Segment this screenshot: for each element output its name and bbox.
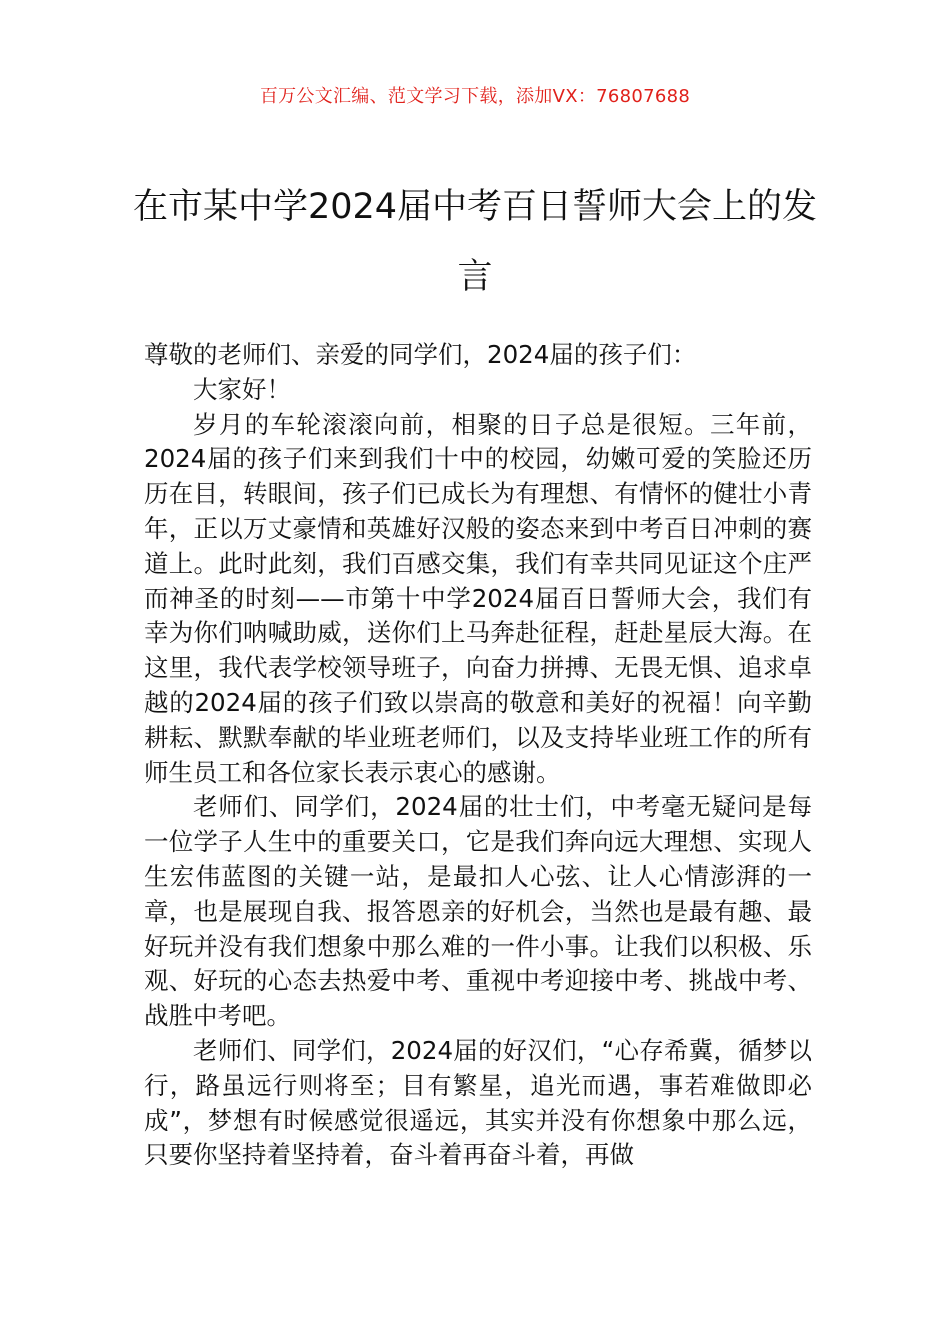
document-title: 在市某中学2024届中考百日誓师大会上的发言: [132, 187, 818, 297]
paragraph-greeting: 大家好！: [193, 374, 291, 404]
paragraph-2: 老师们、同学们，2024届的壮士们，中考毫无疑问是每一位学子人生中的重要关口，它是我们奔向远大理想、实现人生宏伟蓝图的关键一站，是最扣人心弦、让人心情澎湃的一章，也是展现自我、报答恩亲的好机会，当然也是最有趣、最好玩并没有我们想象中那么难的一件小事。让我们以积极、乐观、好玩的心态去热爱中考、重视中考迎接中考、挑战中考、战胜中考吧。: [144, 792, 812, 1031]
salutation: 尊敬的老师们、亲爱的同学们，2024届的孩子们：: [144, 340, 697, 369]
paragraph-3: 老师们、同学们，2024届的好汉们，“心存希冀，循梦以行，路虽远行则将至；目有繁星，追光而遇，事若难做即必成”，梦想有时候感觉很遥远，其实并没有你想象中那么远，只要你坚持着坚持着，奋斗着再奋斗着，再做: [144, 1035, 812, 1170]
document-body: [144, 338, 812, 1173]
paragraph-1: 岁月的车轮滚滚向前，相聚的日子总是很短。三年前，2024届的孩子们来到我们十中的校园，幼嫩可爱的笑脸还历历在目，转眼间，孩子们已成长为有理想、有情怀的健壮小青年，正以万丈豪情和英雄好汉般的姿态来到中考百日冲刺的赛道上。此时此刻，我们百感交集，我们有幸共同见证这个庄严而神圣的时刻——市第十中学2024届百日誓师大会，我们有幸为你们呐喊助威，送你们上马奔赴征程，赶赴星辰大海。在这里，我代表学校领导班子，向奋力拼搏、无畏无惧、追求卓越的2024届的孩子们致以崇高的敬意和美好的祝福！向辛勤耕耘、默默奉献的毕业班老师们，以及支持毕业班工作的所有师生员工和各位家长表示衷心的感谢。: [144, 409, 812, 787]
header-watermark-note: 百万公文汇编、范文学习下载，添加VX：76807688: [259, 86, 691, 107]
